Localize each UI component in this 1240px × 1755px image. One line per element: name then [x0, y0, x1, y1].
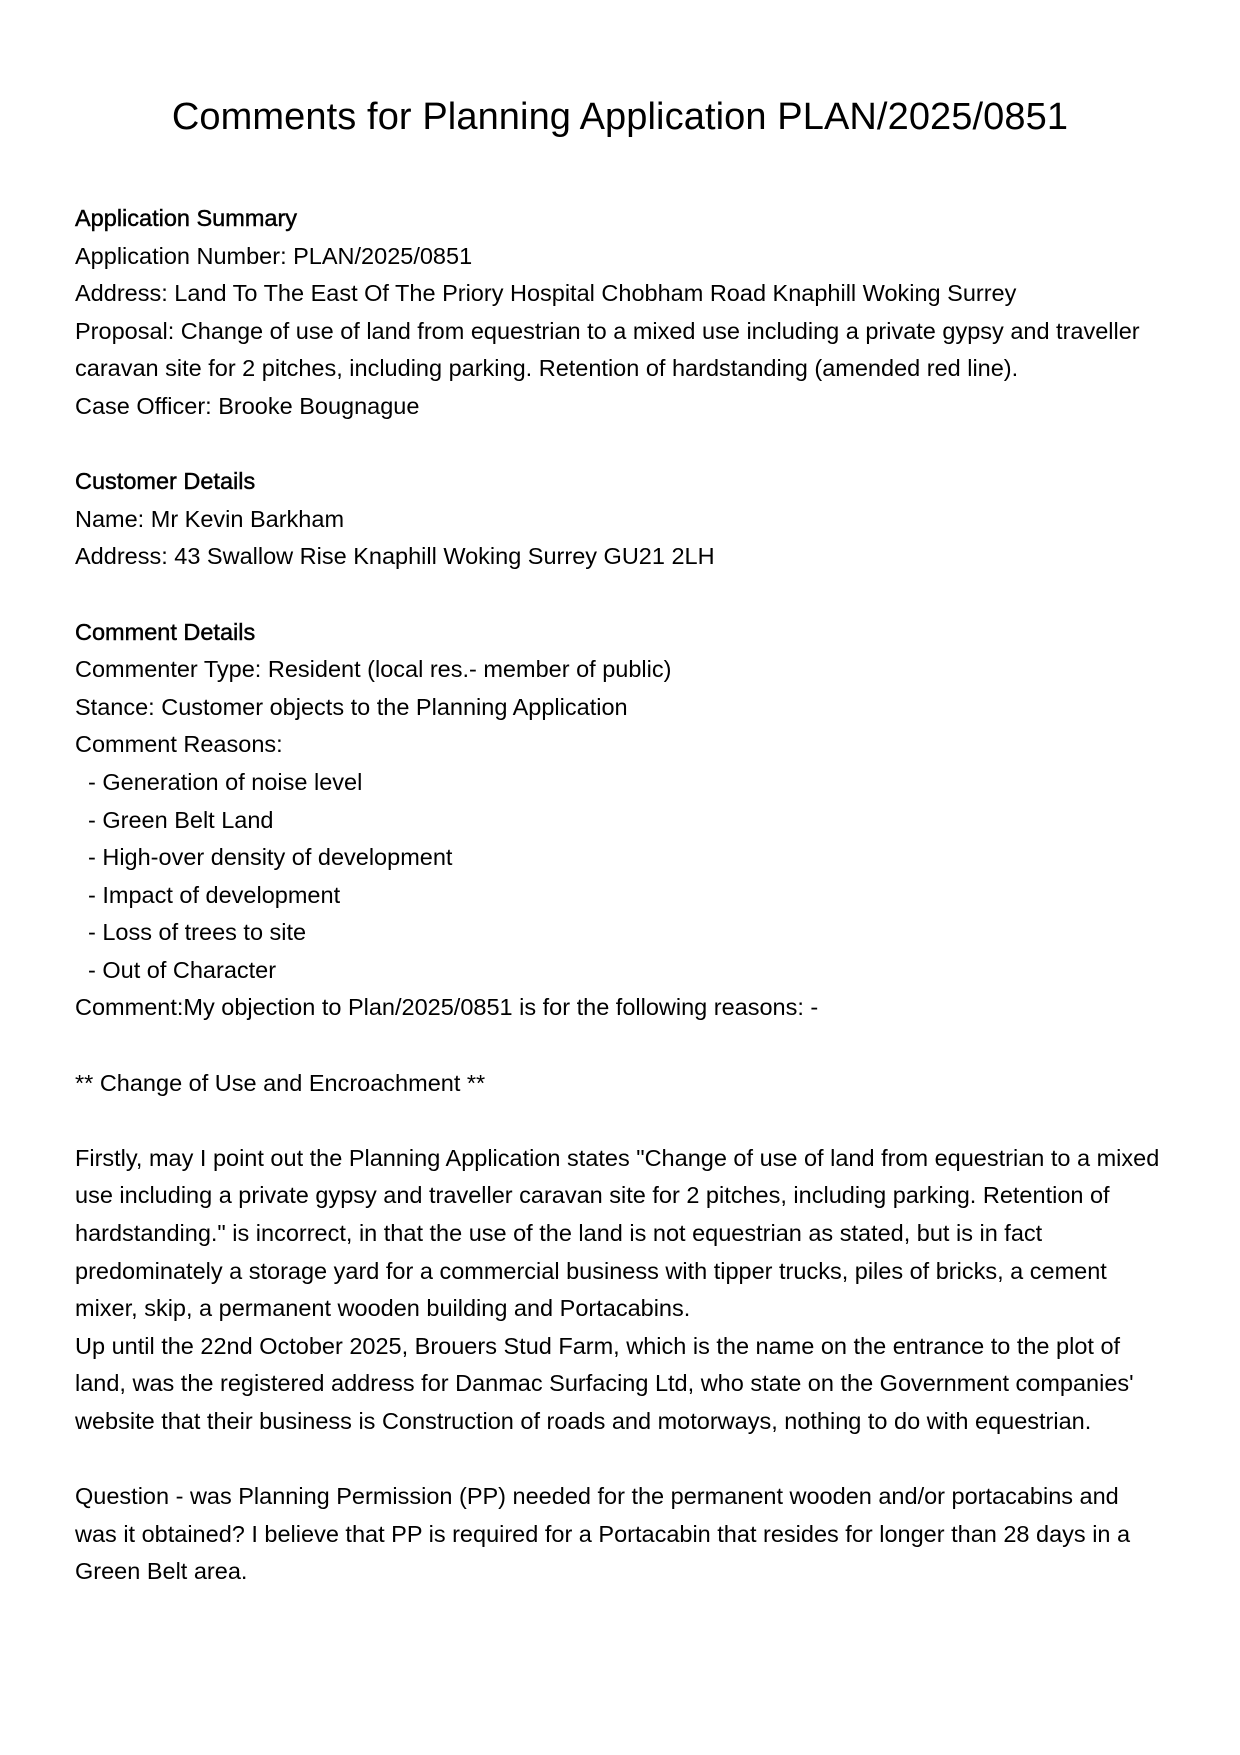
list-item: - Loss of trees to site: [88, 919, 307, 946]
spacer: [75, 576, 1165, 614]
application-summary-heading: Application Summary: [75, 205, 298, 231]
document-body: [75, 200, 1165, 1591]
commenter-type: Commenter Type: Resident (local res.- member of public): [75, 656, 672, 683]
comment-reasons-label: Comment Reasons:: [75, 731, 283, 758]
application-address: Address: Land To The East Of The Priory Hospital Chobham Road Knaphill Woking Surrey: [75, 280, 1017, 307]
comment-details-section: [75, 614, 1165, 1591]
list-item: - Generation of noise level: [88, 768, 363, 795]
application-summary-section: [75, 200, 1165, 426]
comment-paragraph-3: Question - was Planning Permission (PP) needed for the permanent wooden and/or portacabins and was it obtained? I believe that PP is required for a Portacabin that resides for longer than 28 days in a Green Belt area.: [75, 1483, 1131, 1585]
comment-paragraph-2: Up until the 22nd October 2025, Brouers Stud Farm, which is the name on the entrance to the plot of land, was the registered address for Danmac Surfacing Ltd, who state on the Government companies' website that their business is Construction of roads and motorways, nothing to do with equestrian.: [75, 1332, 1134, 1434]
customer-name: Name: Mr Kevin Barkham: [75, 505, 345, 532]
spacer: [75, 1027, 1165, 1065]
spacer: [75, 1102, 1165, 1140]
list-item: - Out of Character: [88, 956, 277, 983]
spacer: [75, 426, 1165, 464]
comment-intro: Comment:My objection to Plan/2025/0851 is for the following reasons: -: [75, 994, 819, 1021]
spacer: [75, 1441, 1165, 1479]
comment-paragraph-1: Firstly, may I point out the Planning Application states "Change of use of land from equestrian to a mixed use including a private gypsy and traveller caravan site for 2 pitches, including parking. Retention of hardstanding." is incorrect, in that the use of the land is not equestrian as stated, but is in fact predominately a storage yard for a commercial business with tipper trucks, piles of bricks, a cement mixer, skip, a permanent wooden building and Portacabins.: [75, 1144, 1160, 1322]
page-title: Comments for Planning Application PLAN/2025/0851: [171, 96, 1069, 138]
application-proposal: Proposal: Change of use of land from equestrian to a mixed use including a private gypsy and traveller caravan site for 2 pitches, including parking. Retention of hardstanding (amended red line).: [75, 317, 1147, 382]
case-officer: Case Officer: Brooke Bougnague: [75, 392, 420, 419]
list-item: - Green Belt Land: [88, 806, 274, 833]
section-heading-change-of-use: ** Change of Use and Encroachment **: [75, 1069, 486, 1096]
customer-details-section: [75, 463, 1165, 576]
stance: Stance: Customer objects to the Planning Application: [75, 693, 628, 720]
comment-details-heading: Comment Details: [75, 618, 256, 645]
list-item: - High-over density of development: [88, 844, 453, 871]
customer-details-heading: Customer Details: [75, 468, 256, 495]
comment-reasons-list: [75, 764, 1165, 990]
list-item: - Impact of development: [88, 881, 341, 908]
customer-address: Address: 43 Swallow Rise Knaphill Woking Surrey GU21 2LH: [75, 543, 715, 570]
application-number: Application Number: PLAN/2025/0851: [75, 242, 473, 269]
